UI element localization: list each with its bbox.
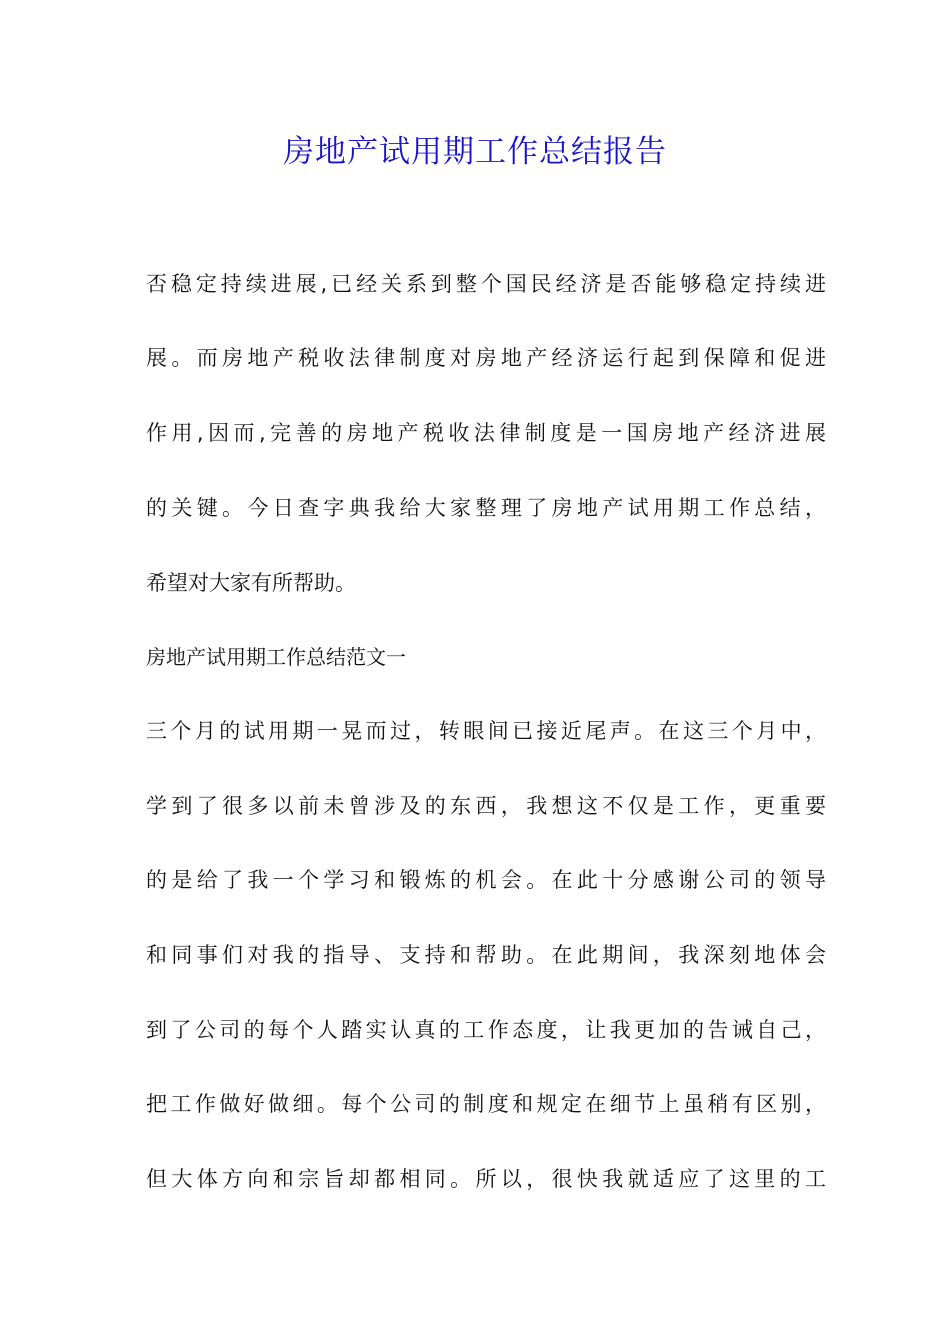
intro-line: 否稳定持续进展,已经关系到整个国民经济是否能够稳定持续进 [146, 272, 826, 296]
intro-line: 希望对大家有所帮助。 [146, 571, 356, 595]
body-line: 学到了很多以前未曾涉及的东西，我想这不仅是工作，更重要 [146, 794, 826, 818]
document-title: 房地产试用期工作总结报告 [283, 134, 667, 170]
section-heading: 房地产试用期工作总结范文一 [146, 645, 406, 669]
intro-line: 作用,因而,完善的房地产税收法律制度是一国房地产经济进展 [146, 421, 826, 445]
intro-line: 的关键。今日查字典我给大家整理了房地产试用期工作总结， [146, 496, 826, 520]
body-line: 和同事们对我的指导、支持和帮助。在此期间，我深刻地体会 [146, 943, 826, 967]
body-line: 的是给了我一个学习和锻炼的机会。在此十分感谢公司的领导 [146, 868, 826, 892]
body-line: 到了公司的每个人踏实认真的工作态度，让我更加的告诫自己， [146, 1018, 826, 1042]
intro-line: 展。而房地产税收法律制度对房地产经济运行起到保障和促进 [146, 346, 826, 370]
body-line: 三个月的试用期一晃而过，转眼间已接近尾声。在这三个月中， [146, 719, 826, 743]
body-line: 但大体方向和宗旨却都相同。所以，很快我就适应了这里的工 [146, 1167, 826, 1191]
body-line: 把工作做好做细。每个公司的制度和规定在细节上虽稍有区别， [146, 1092, 826, 1116]
